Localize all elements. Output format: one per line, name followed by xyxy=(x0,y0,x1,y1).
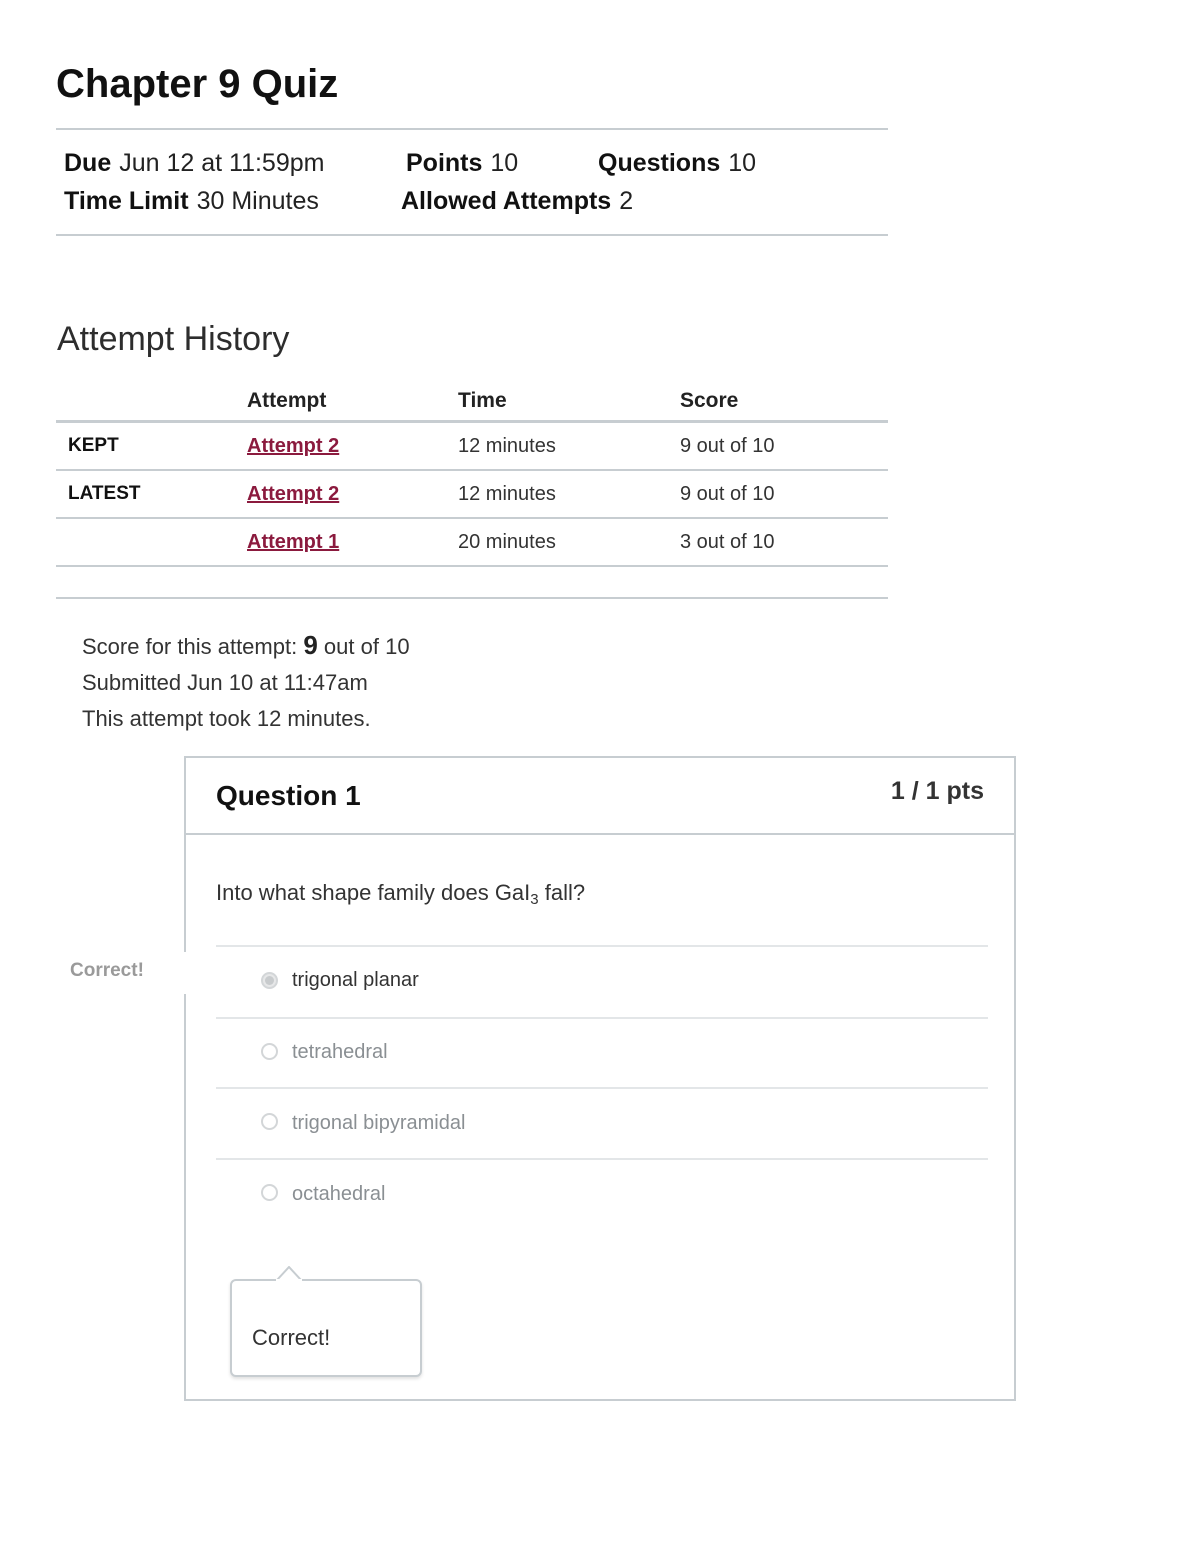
attempt-history-heading: Attempt History xyxy=(57,320,290,358)
question-text-prefix: Into what shape family does GaI xyxy=(216,880,531,905)
attempt-duration-text: This attempt took 12 minutes. xyxy=(82,706,371,731)
attempt-time: 20 minutes xyxy=(458,518,680,566)
question-text-suffix: fall? xyxy=(538,880,586,905)
attempt-score: 9 out of 10 xyxy=(680,422,888,471)
score-prefix: Score for this attempt: xyxy=(82,634,298,659)
column-header: Score xyxy=(680,382,888,422)
attempt-link[interactable]: Attempt 2 xyxy=(247,434,340,457)
table-row xyxy=(56,470,888,518)
row-label xyxy=(56,518,247,566)
attempt-score: 3 out of 10 xyxy=(680,518,888,566)
questions-value: 10 xyxy=(728,149,757,177)
question-header xyxy=(186,758,1014,835)
points-value: 10 xyxy=(490,149,519,177)
radio-icon[interactable] xyxy=(261,1113,278,1130)
time-limit-value: 30 Minutes xyxy=(196,187,319,215)
points-label: Points xyxy=(406,149,483,177)
attempt-history-table xyxy=(56,382,888,567)
question-title: Question 1 xyxy=(216,780,361,811)
due-detail xyxy=(64,149,324,178)
attempt-time: 12 minutes xyxy=(458,422,680,471)
time-limit-detail xyxy=(64,187,319,216)
page-title: Chapter 9 Quiz xyxy=(56,62,339,106)
submitted-text: Submitted Jun 10 at 11:47am xyxy=(82,670,368,695)
feedback-text: Correct! xyxy=(252,1325,331,1350)
attempt-score: 9 out of 10 xyxy=(680,470,888,518)
question-points: 1 / 1 pts xyxy=(890,777,984,805)
question-text xyxy=(216,880,585,908)
questions-label: Questions xyxy=(598,149,721,177)
answer-label: trigonal bipyramidal xyxy=(292,1112,466,1134)
attempt-link[interactable]: Attempt 2 xyxy=(247,482,340,505)
table-row xyxy=(56,422,888,471)
score-value: 9 xyxy=(303,630,318,660)
answer-label: tetrahedral xyxy=(292,1041,388,1063)
answer-option[interactable] xyxy=(216,1089,988,1159)
attempt-score-summary xyxy=(82,630,410,661)
allowed-attempts-value: 2 xyxy=(619,187,634,215)
answer-option[interactable] xyxy=(216,1019,988,1089)
flag-connector xyxy=(184,952,188,994)
points-detail xyxy=(406,149,518,178)
feedback-bubble xyxy=(230,1279,422,1377)
due-value: Jun 12 at 11:59pm xyxy=(119,149,325,177)
column-header: Time xyxy=(458,382,680,422)
due-label: Due xyxy=(64,149,112,177)
radio-icon[interactable] xyxy=(261,1043,278,1060)
time-limit-label: Time Limit xyxy=(64,187,189,215)
table-header-row xyxy=(56,382,888,422)
question-text-subscript: 3 xyxy=(530,891,539,908)
radio-selected-icon[interactable] xyxy=(261,972,278,989)
attempt-link[interactable]: Attempt 1 xyxy=(247,530,340,553)
attempt-time: 12 minutes xyxy=(458,470,680,518)
radio-icon[interactable] xyxy=(261,1184,278,1201)
divider xyxy=(56,128,888,130)
allowed-attempts-label: Allowed Attempts xyxy=(401,187,612,215)
table-row xyxy=(56,518,888,566)
row-label: LATEST xyxy=(56,470,247,518)
score-suffix: out of 10 xyxy=(323,634,410,659)
divider xyxy=(56,234,888,236)
answer-option[interactable] xyxy=(216,1160,988,1230)
answer-option[interactable] xyxy=(216,947,988,1017)
answer-label: octahedral xyxy=(292,1183,386,1205)
column-header xyxy=(56,382,247,422)
correct-answer-flag: Correct! xyxy=(70,960,144,981)
bubble-pointer-icon xyxy=(276,1266,302,1292)
questions-detail xyxy=(598,149,756,178)
allowed-attempts-detail xyxy=(401,187,633,216)
row-label: KEPT xyxy=(56,422,247,471)
divider xyxy=(56,597,888,599)
answer-label: trigonal planar xyxy=(292,969,419,991)
column-header: Attempt xyxy=(247,382,458,422)
